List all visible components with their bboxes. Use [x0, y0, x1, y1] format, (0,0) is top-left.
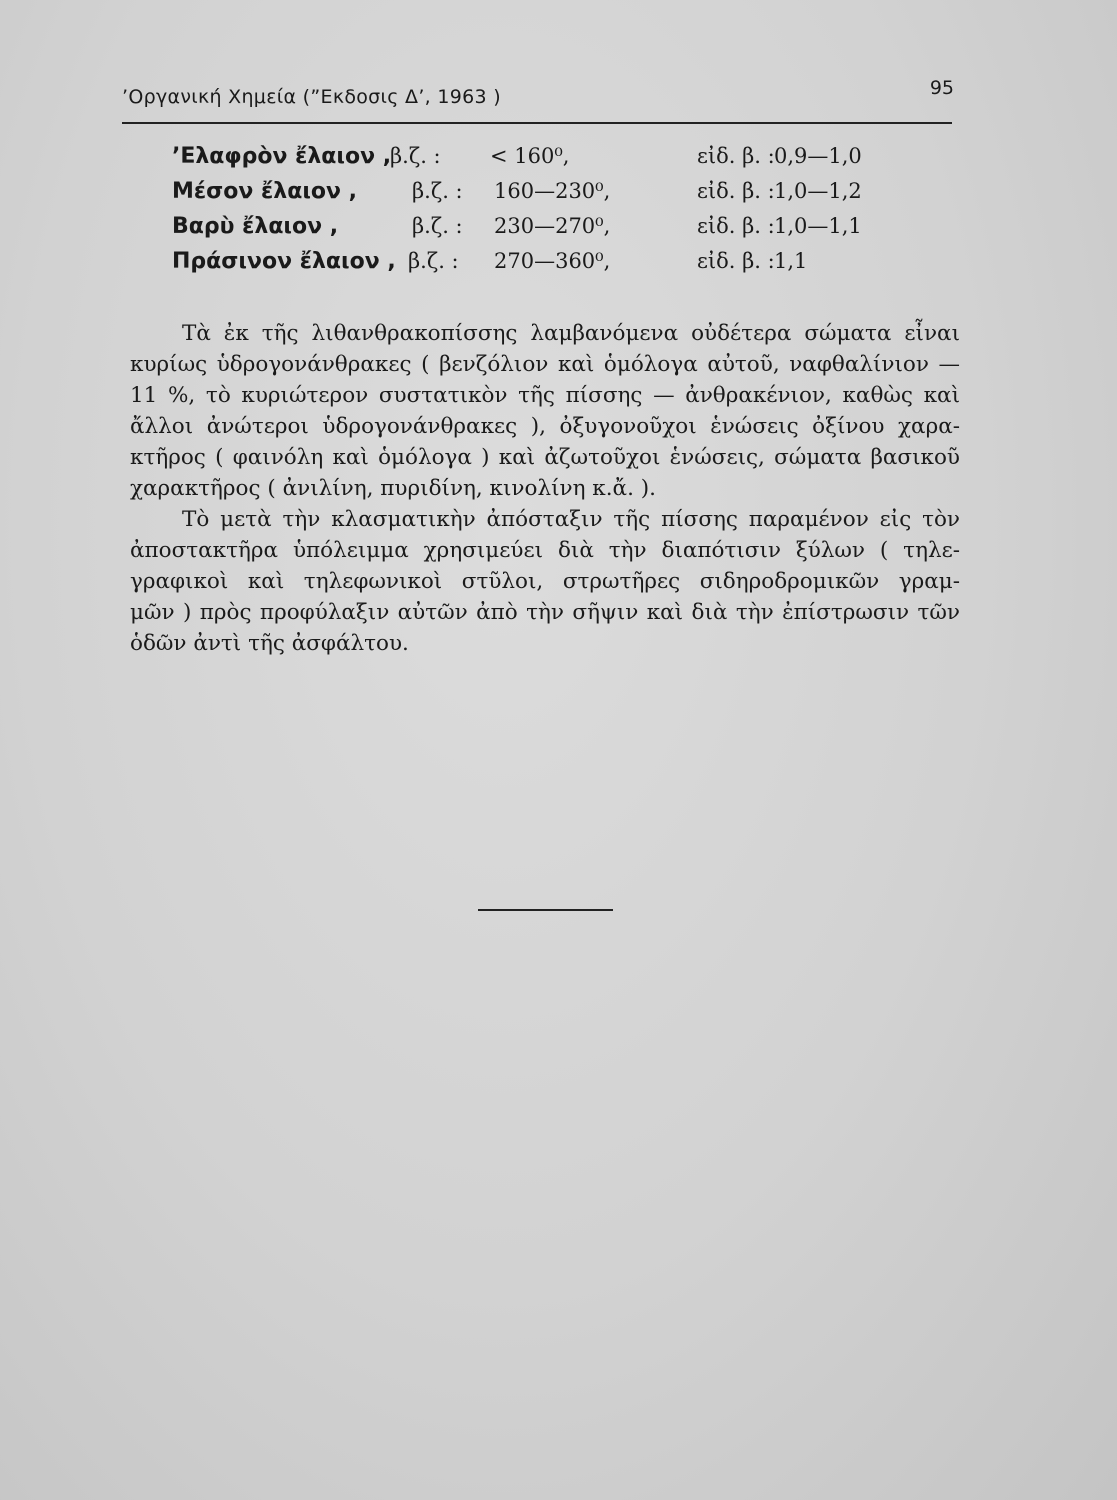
text-line: γραφικοὶ καὶ τηλεφωνικοὶ στῦλοι, στρωτῆρες σιδηροδρομικῶν γραμ- — [130, 569, 960, 594]
boiling-point-value: 160—230⁰, — [494, 179, 611, 203]
text-line: ἄλλοι ἀνώτεροι ὑδρογονάνθρακες ), ὀξυγονοῦχοι ἑνώσεις ὀξίνου χαρα- — [130, 414, 960, 439]
oil-row — [172, 140, 932, 175]
boiling-point-label: β.ζ. : — [390, 144, 441, 168]
oil-row — [172, 210, 932, 245]
boiling-point-label: β.ζ. : — [412, 179, 463, 203]
paragraph-tar-components — [130, 318, 960, 504]
specific-gravity-value: 1,0—1,1 — [774, 214, 862, 238]
text-line: κτῆρος ( φαινόλη καὶ ὁμόλογα ) καὶ ἀζωτοῦχοι ἑνώσεις, σώματα βασικοῦ — [130, 445, 960, 470]
text-line: 11 %, τὸ κυριώτερον συστατικὸν τῆς πίσσης — ἀνθρακένιον, καθὼς καὶ — [130, 383, 960, 408]
text-line: χαρακτῆρος ( ἀνιλίνη, πυριδίνη, κινολίνη κ.ἄ. ). — [130, 476, 656, 501]
text-line: μῶν ) πρὸς προφύλαξιν αὐτῶν ἀπὸ τὴν σῆψιν καὶ διὰ τὴν ἐπίστρωσιν τῶν — [130, 600, 960, 625]
specific-gravity-label: εἰδ. β. : — [697, 214, 775, 238]
running-title: ’Οργανική Χημεία (”Εκδοσις Δ’, 1963 ) — [122, 86, 501, 108]
boiling-point-label: β.ζ. : — [408, 249, 459, 273]
specific-gravity-label: εἰδ. β. : — [697, 249, 775, 273]
text-line: Τὸ μετὰ τὴν κλασματικὴν ἀπόσταξιν τῆς πίσσης παραμένον εἰς τὸν — [182, 507, 960, 532]
oil-name: ’Ελαφρὸν ἔλαιον , — [172, 144, 392, 169]
text-line: Τὰ ἐκ τῆς λιθανθρακοπίσσης λαμβανόμενα οὐδέτερα σώματα εἶναι — [182, 321, 960, 346]
body-text — [130, 318, 960, 659]
boiling-point-value: 230—270⁰, — [494, 214, 611, 238]
page-number: 95 — [929, 77, 954, 99]
page-header — [122, 77, 954, 120]
section-end-rule — [478, 909, 613, 911]
oil-name: Βαρὺ ἔλαιον , — [172, 214, 339, 239]
text-line: κυρίως ὑδρογονάνθρακες ( βενζόλιον καὶ ὁμόλογα αὐτοῦ, ναφθαλίνιον — — [130, 352, 960, 377]
specific-gravity-label: εἰδ. β. : — [697, 179, 775, 203]
oil-name: Πράσινον ἔλαιον , — [172, 249, 396, 274]
specific-gravity-value: 1,0—1,2 — [774, 179, 862, 203]
boiling-point-label: β.ζ. : — [412, 214, 463, 238]
specific-gravity-value: 1,1 — [774, 249, 808, 273]
oil-row — [172, 245, 932, 280]
oil-name: Μέσον ἔλαιον , — [172, 179, 358, 204]
oil-fractions-table — [172, 140, 932, 280]
specific-gravity-label: εἰδ. β. : — [697, 144, 775, 168]
boiling-point-value: < 160⁰, — [490, 144, 570, 168]
text-line: ὁδῶν ἀντὶ τῆς ἀσφάλτου. — [130, 631, 409, 656]
text-line: ἀποστακτῆρα ὑπόλειμμα χρησιμεύει διὰ τὴν διαπότισιν ξύλων ( τηλε- — [130, 538, 960, 563]
specific-gravity-value: 0,9—1,0 — [774, 144, 862, 168]
boiling-point-value: 270—360⁰, — [494, 249, 611, 273]
header-rule — [122, 122, 952, 124]
oil-row — [172, 175, 932, 210]
paragraph-pitch-residue — [130, 504, 960, 659]
